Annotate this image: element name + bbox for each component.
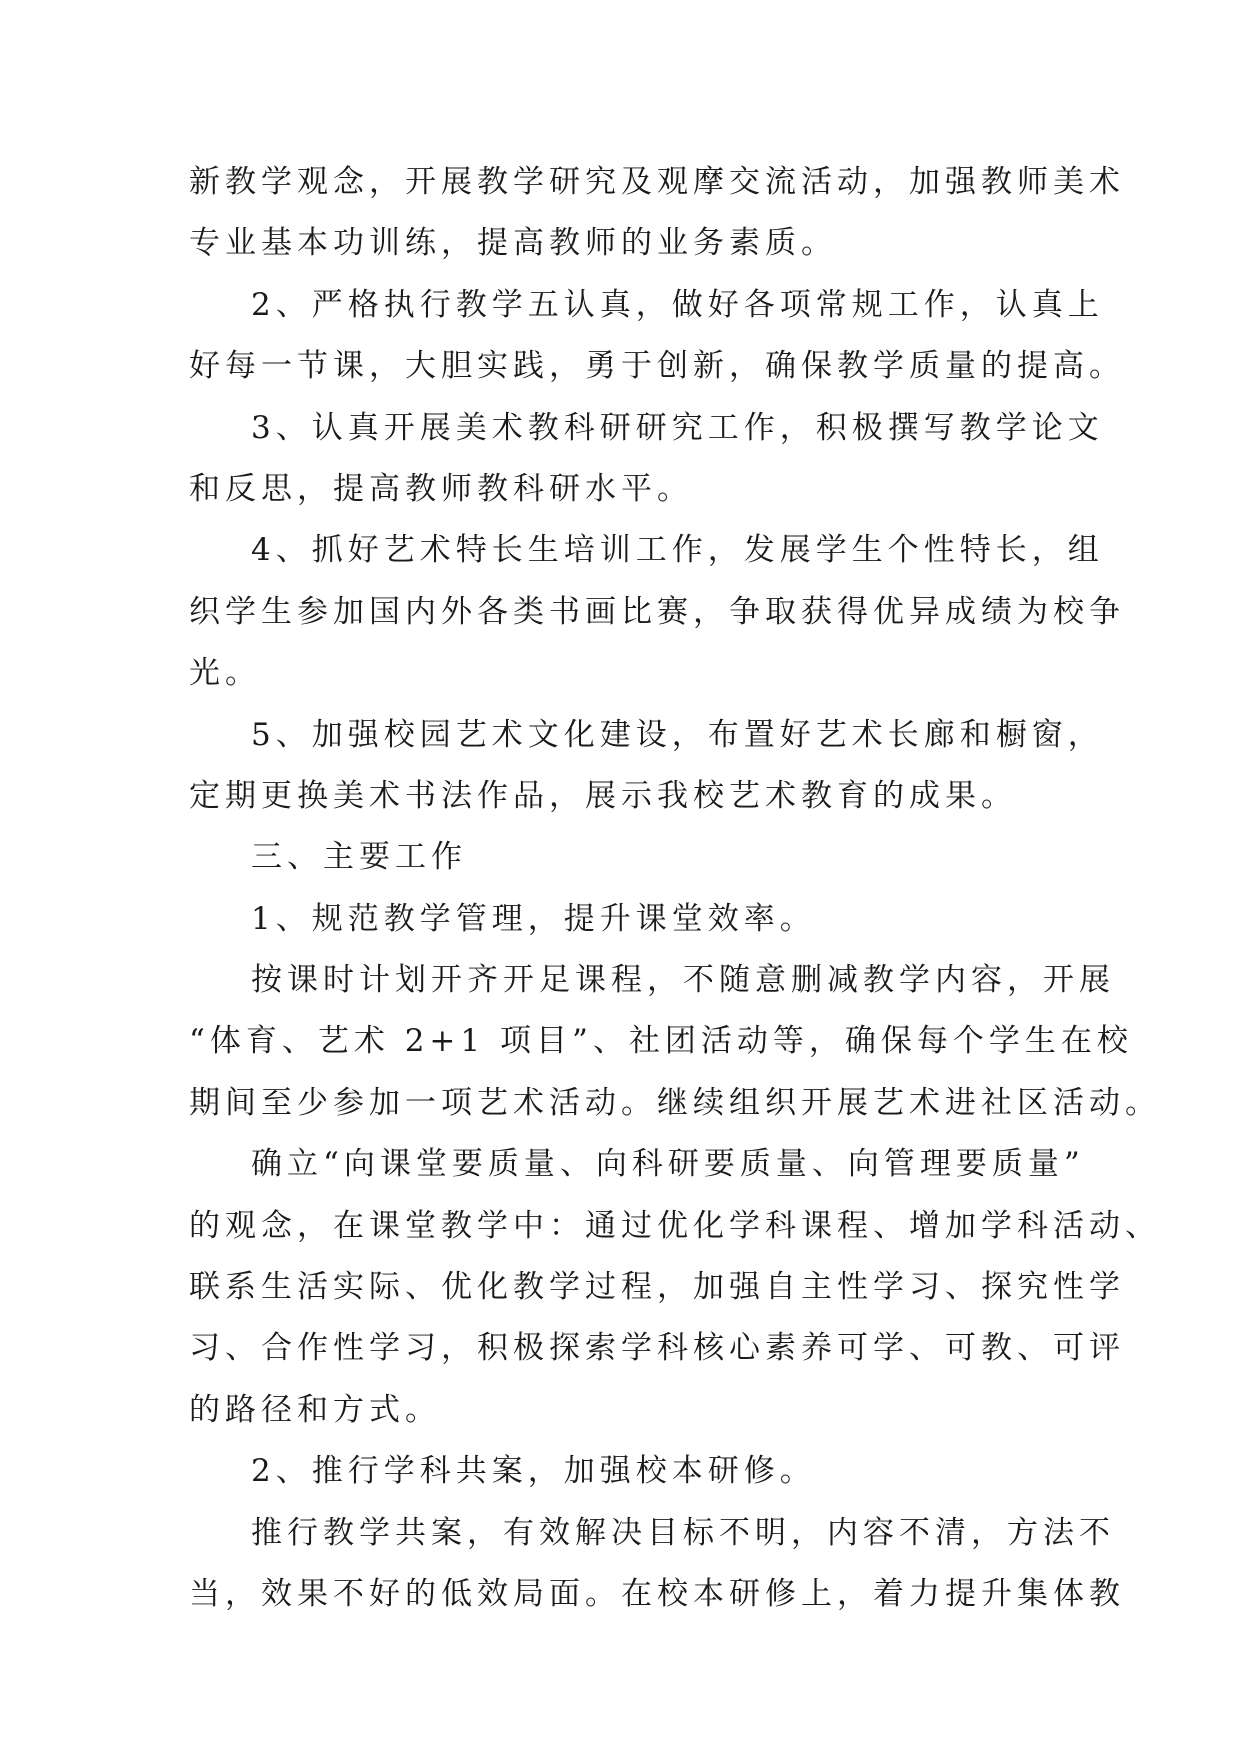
- text-line: 和反思，提高教师教科研水平。: [189, 470, 693, 507]
- text-line: 2、严格执行教学五认真，做好各项常规工作，认真上: [251, 286, 1104, 323]
- text-line: 3、认真开展美术教科研研究工作，积极撰写教学论文: [251, 409, 1104, 446]
- text-line: 5、加强校园艺术文化建设，布置好艺术长廊和橱窗，: [251, 716, 1104, 753]
- text-line: 织学生参加国内外各类书画比赛，争取获得优异成绩为校争: [189, 593, 1125, 630]
- text-line: 按课时计划开齐开足课程，不随意删减教学内容，开展: [251, 962, 1115, 999]
- text-line: 推行教学共案，有效解决目标不明，内容不清，方法不: [251, 1514, 1115, 1551]
- text-line: 习、合作性学习，积极探索学科核心素养可学、可教、可评: [189, 1330, 1125, 1367]
- text-line: “体育、艺术 2+1 项目”、社团活动等，确保每个学生在校: [189, 1023, 1133, 1060]
- subsection-heading: 2、推行学科共案，加强校本研修。: [251, 1453, 816, 1490]
- text-line: 定期更换美术书法作品，展示我校艺术教育的成果。: [189, 777, 1017, 814]
- text-line: 联系生活实际、优化教学过程，加强自主性学习、探究性学: [189, 1269, 1125, 1306]
- text-line: 期间至少参加一项艺术活动。继续组织开展艺术进社区活动。: [189, 1084, 1161, 1121]
- text-line: 的观念，在课堂教学中：通过优化学科课程、增加学科活动、: [189, 1207, 1161, 1244]
- text-line: 4、抓好艺术特长生培训工作，发展学生个性特长，组: [251, 532, 1104, 569]
- text-line: 好每一节课，大胆实践，勇于创新，确保教学质量的提高。: [189, 348, 1125, 385]
- text-line: 新教学观念，开展教学研究及观摩交流活动，加强教师美术: [189, 164, 1125, 200]
- text-line: 光。: [189, 655, 261, 692]
- text-line: 确立“向课堂要质量、向科研要质量、向管理要质量”: [251, 1146, 1085, 1183]
- subsection-heading: 1、规范教学管理，提升课堂效率。: [251, 900, 816, 937]
- text-line: 当，效果不好的低效局面。在校本研修上，着力提升集体教: [189, 1575, 1125, 1612]
- text-line: 的路径和方式。: [189, 1391, 441, 1428]
- text-line: 专业基本功训练，提高教师的业务素质。: [189, 225, 837, 262]
- document-body: [189, 152, 1161, 1625]
- section-heading: 三、主要工作: [251, 839, 467, 876]
